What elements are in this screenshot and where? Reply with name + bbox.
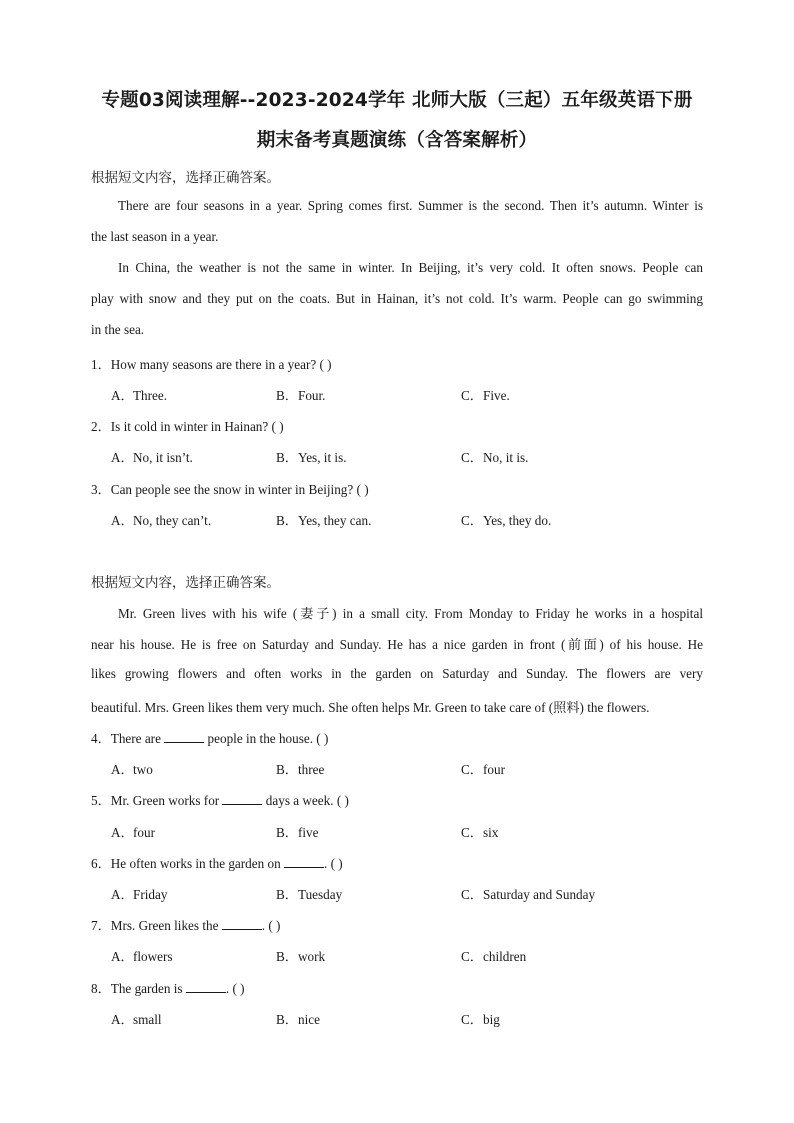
answer-blank[interactable]: [186, 981, 226, 993]
option-b[interactable]: B．three: [276, 762, 325, 777]
title-line-1: 专题03阅读理解--2023-2024学年 北师大版（三起）五年级英语下册: [101, 90, 693, 111]
option-c[interactable]: C．No, it is.: [461, 450, 529, 465]
question-number: 2．: [91, 419, 111, 434]
question-number: 1．: [91, 357, 111, 372]
passage2-line: near his house. He is free on Saturday and Sunday. He has a nice garden in front (前面) of his house. He: [91, 637, 703, 652]
question-text: Is it cold in winter in Hainan? ( ): [110, 419, 284, 434]
question-text: Can people see the snow in winter in Beijing? ( ): [110, 482, 369, 497]
option-a[interactable]: A．two: [111, 762, 153, 777]
option-c[interactable]: C．children: [461, 949, 527, 964]
option-b[interactable]: B．work: [276, 949, 326, 964]
answer-blank[interactable]: [164, 731, 204, 743]
question-text: How many seasons are there in a year? ( ): [110, 357, 332, 372]
option-b[interactable]: B．Yes, it is.: [276, 450, 347, 465]
option-c[interactable]: C．big: [461, 1012, 500, 1027]
passage1-line: in the sea.: [91, 322, 145, 337]
section1-instruction: 根据短文内容，选择正确答案。: [91, 170, 280, 186]
option-b[interactable]: B．Tuesday: [276, 887, 343, 902]
question-1: [91, 354, 332, 373]
option-c[interactable]: C．Saturday and Sunday: [461, 887, 596, 902]
option-b[interactable]: B．Four.: [276, 388, 326, 403]
question-6: 6．He often works in the garden on . ( ): [91, 856, 343, 871]
passage2-line: likes growing flowers and often works in the garden on Saturday and Sunday. The flowers are very: [91, 666, 703, 681]
question-7: 7．Mrs. Green likes the . ( ): [91, 918, 281, 933]
question-4: 4．There are people in the house. ( ): [91, 731, 329, 746]
passage2-line: beautiful. Mrs. Green likes them very much. She often helps Mr. Green to take care of (照料) the flowers.: [91, 700, 650, 715]
option-c[interactable]: C．four: [461, 762, 505, 777]
option-a[interactable]: A．Friday: [111, 887, 168, 902]
passage1-line: the last season in a year.: [91, 229, 219, 244]
passage1-line: There are four seasons in a year. Spring comes first. Summer is the second. Then it’s autumn. Winter is: [118, 198, 703, 213]
answer-blank[interactable]: [284, 856, 324, 868]
question-3: [91, 479, 369, 498]
passage1-line: In China, the weather is not the same in winter. In Beijing, it’s very cold. It often snows. People can: [118, 260, 703, 275]
option-c[interactable]: C．six: [461, 825, 499, 840]
option-a[interactable]: A．small: [111, 1012, 162, 1027]
question-2: [91, 416, 284, 435]
question-8: 8．The garden is . ( ): [91, 981, 245, 996]
option-b[interactable]: B．nice: [276, 1012, 320, 1027]
option-b[interactable]: B．Yes, they can.: [276, 513, 372, 528]
passage2-line: Mr. Green lives with his wife (妻子) in a small city. From Monday to Friday he works in a hospital: [118, 606, 703, 621]
option-a[interactable]: A．No, it isn’t.: [111, 450, 193, 465]
option-a[interactable]: A．flowers: [111, 949, 173, 964]
title-line-2: 期末备考真题演练（含答案解析）: [256, 130, 538, 151]
answer-blank[interactable]: [222, 918, 262, 930]
question-5: 5．Mr. Green works for days a week. ( ): [91, 793, 349, 808]
option-a[interactable]: A．No, they can’t.: [111, 513, 212, 528]
option-a[interactable]: A．Three.: [111, 388, 168, 403]
question-number: 3．: [91, 482, 111, 497]
section2-instruction: 根据短文内容，选择正确答案。: [91, 575, 280, 591]
option-a[interactable]: A．four: [111, 825, 155, 840]
passage1-line: play with snow and they put on the coats. But in Hainan, it’s not cold. It’s warm. People can go swimming: [91, 291, 703, 306]
option-c[interactable]: C．Yes, they do.: [461, 513, 552, 528]
option-c[interactable]: C．Five.: [461, 388, 510, 403]
answer-blank[interactable]: [222, 793, 262, 805]
option-b[interactable]: B．five: [276, 825, 319, 840]
